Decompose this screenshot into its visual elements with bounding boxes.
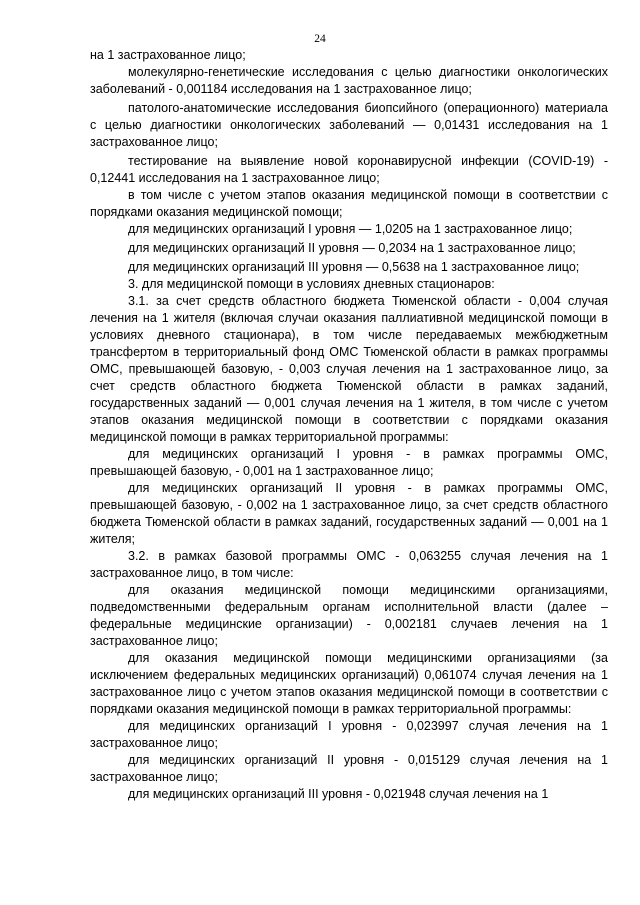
paragraph: для медицинских организаций II уровня - в рамках программы ОМС, превышающей базовую, - 0,002 на 1 застрахованное лицо, за счет средств областного бюджета Тюменской области в рамках заданий, государственных заданий — 0,001 на 1 жителя; (90, 481, 608, 546)
paragraph: тестирование на выявление новой коронавирусной инфекции (COVID-19) - 0,12441 исследования на 1 застрахованное лицо; (90, 154, 608, 185)
paragraph: для медицинских организаций III уровня - 0,021948 случая лечения на 1 (128, 787, 549, 801)
paragraph: для медицинских организаций III уровня — 0,5638 на 1 застрахованное лицо; (128, 260, 580, 274)
paragraph: для медицинских организаций I уровня — 1,0205 на 1 застрахованное лицо; (128, 222, 573, 236)
page-number: 24 (314, 33, 326, 45)
document-body (90, 47, 608, 803)
paragraph: 3.2. в рамках базовой программы ОМС - 0,063255 случая лечения на 1 застрахованное лицо, в том числе: (90, 549, 608, 580)
paragraph: в том числе с учетом этапов оказания медицинской помощи в соответствии с порядками оказания медицинской помощи; (90, 188, 608, 219)
paragraph: для медицинских организаций I уровня - в рамках программы ОМС, превышающей базовую, - 0,001 на 1 застрахованное лицо; (90, 447, 608, 478)
paragraph: для медицинских организаций II уровня — 0,2034 на 1 застрахованное лицо; (128, 241, 576, 255)
paragraph: для медицинских организаций I уровня - 0,023997 случая лечения на 1 застрахованное лицо; (90, 719, 608, 750)
paragraph: для оказания медицинской помощи медицинскими организациями (за исключением федеральных медицинских организаций) 0,061074 случая лечения на 1 застрахованное лицо с учетом этапов оказания медицинской помощи в соответствии с порядками оказания медицинской помощи в рамках территориальной программы: (90, 651, 608, 716)
paragraph: 3. для медицинской помощи в условиях дневных стационаров: (128, 277, 495, 291)
paragraph: патолого-анатомические исследования биопсийного (операционного) материала с целью диагностики онкологических заболеваний — 0,01431 исследования на 1 застрахованное лицо; (90, 101, 608, 149)
paragraph: для медицинских организаций II уровня - 0,015129 случая лечения на 1 застрахованное лицо; (90, 753, 608, 784)
paragraph: на 1 застрахованное лицо; (90, 48, 246, 62)
paragraph: молекулярно-генетические исследования с целью диагностики онкологических заболеваний - 0,001184 исследования на 1 застрахованное лицо; (90, 65, 608, 96)
paragraph: 3.1. за счет средств областного бюджета Тюменской области - 0,004 случая лечения на 1 жителя (включая случаи оказания паллиативной медицинской помощи в условиях дневного стационара), в том числе передаваемых межбюджетным трансфертом в территориальный фонд ОМС Тюменской области в рамках программы ОМС, превышающей базовую, - 0,003 случая лечения на 1 застрахованное лицо, за счет средств областного бюджета Тюменской области в рамках заданий, государственных заданий — 0,001 случая лечения на 1 жителя, в том числе с учетом этапов оказания медицинской помощи в соответствии с порядками оказания медицинской помощи в рамках территориальной программы: (90, 294, 608, 444)
paragraph: для оказания медицинской помощи медицинскими организациями, подведомственными федеральным органам исполнительной власти (далее – федеральные медицинские организации) - 0,002181 случаев лечения на 1 застрахованное лицо; (90, 583, 608, 648)
